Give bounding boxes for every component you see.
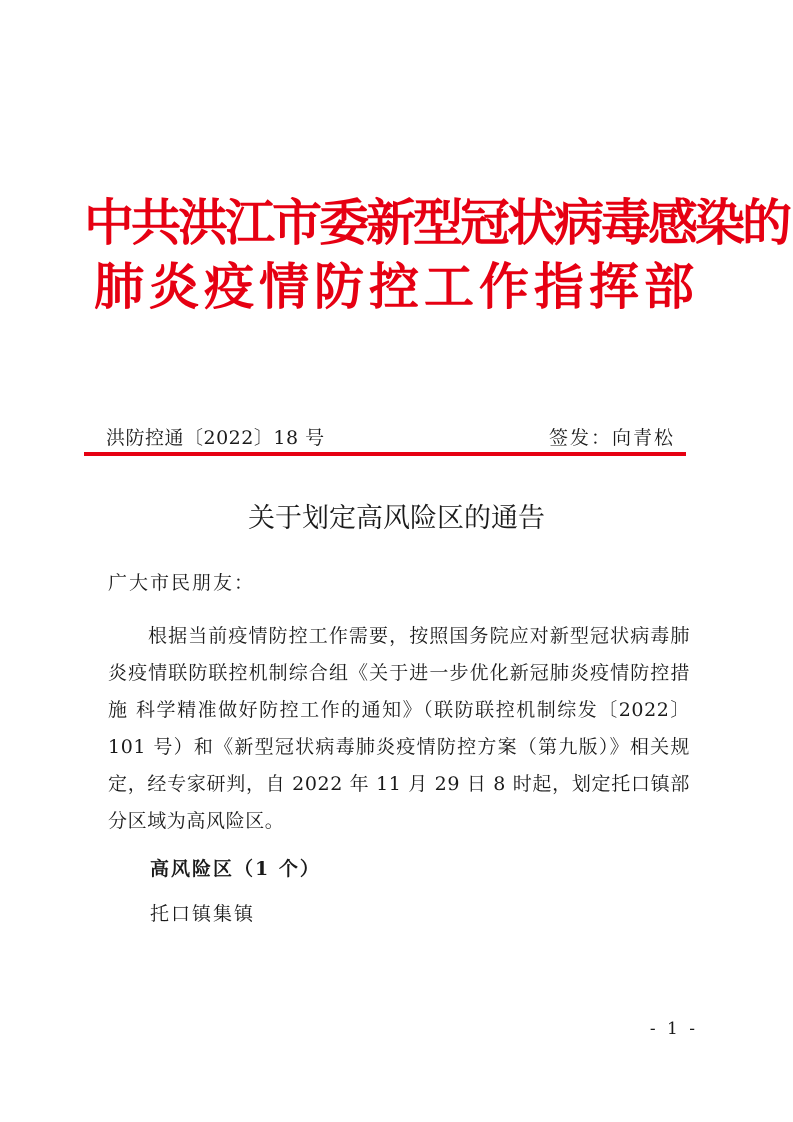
issuer-title-line2: 肺炎疫情防控工作指挥部 xyxy=(94,258,699,316)
red-divider xyxy=(84,452,686,456)
greeting: 广大市民朋友： xyxy=(108,572,256,594)
high-risk-area-heading: 高风险区（1 个） xyxy=(150,858,321,880)
high-risk-area-item: 托口镇集镇 xyxy=(150,903,256,925)
page-number: - 1 - xyxy=(649,1019,698,1039)
signer: 签发：向青松 xyxy=(548,427,675,449)
document-number: 洪防控通〔2022〕18 号 xyxy=(106,427,325,449)
issuer-title-line1: 中共洪江市委新型冠状病毒感染的 xyxy=(84,194,789,252)
notice-title: 关于划定高风险区的通告 xyxy=(248,503,545,534)
body-paragraph: 根据当前疫情防控工作需要，按照国务院应对新型冠状病毒肺炎疫情联防联控机制综合组《关于进一步优化新冠肺炎疫情防控措施 科学精准做好防控工作的通知》（联防联控机制综发〔2022〕101 号）和《新型冠状病毒肺炎疫情防控方案（第九版）》相关规定，经专家研判，自 2022 年 11 月 29 日 8 时起，划定托口镇部分区域为高风险区。 xyxy=(108,625,690,832)
